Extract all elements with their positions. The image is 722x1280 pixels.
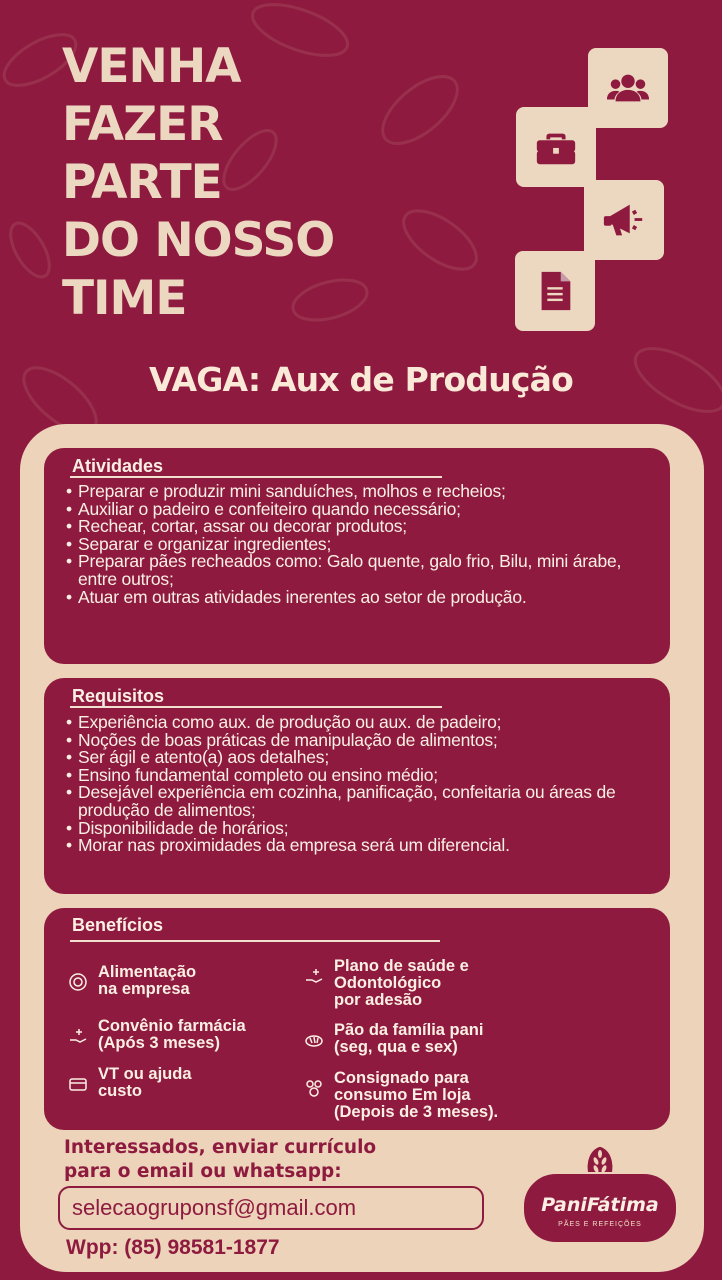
headline-line: FAZER (62, 97, 223, 152)
logo-subtitle: PÃES E REFEIÇÕES (558, 1221, 642, 1228)
people-tile (588, 48, 668, 128)
benefit-item (68, 1018, 246, 1052)
briefcase-tile (516, 107, 596, 187)
people-icon (605, 65, 651, 111)
list-item: • Rechear, cortar, assar ou decorar produtos; (66, 518, 654, 536)
benefit-label: Plano de saúde e Odontológico por adesão (334, 957, 469, 1009)
benefit-label: Alimentação na empresa (98, 963, 197, 998)
atividades-title: Atividades (72, 456, 164, 476)
requisitos-card (44, 678, 670, 894)
headline (62, 38, 334, 328)
benefit-label: Consignado para consumo Em loja (Depois de 3 meses). (334, 1069, 499, 1121)
briefcase-icon (533, 124, 579, 170)
benefit-item (304, 958, 469, 1009)
list-item: • Experiência como aux. de produção ou aux. de padeiro; (66, 714, 654, 732)
list-item: • Desejável experiência em cozinha, panificação, confeitaria ou áreas de produção de alimentos; (66, 784, 654, 819)
transport-card-icon (68, 1074, 88, 1094)
document-tile (515, 251, 595, 331)
headline-line: TIME (62, 271, 187, 326)
food-icon (68, 972, 88, 992)
requisitos-title: Requisitos (72, 686, 165, 706)
list-item: • Disponibilidade de horários; (66, 820, 654, 838)
list-item: • Auxiliar o padeiro e confeiteiro quando necessário; (66, 501, 654, 519)
list-item: • Ensino fundamental completo ou ensino médio; (66, 767, 654, 785)
list-item: • Morar nas proximidades da empresa será um diferencial. (66, 837, 654, 855)
benefit-item (304, 1070, 498, 1121)
panifatima-logo (518, 1144, 682, 1250)
atividades-divider (70, 476, 442, 478)
atividades-list (66, 483, 654, 606)
bread-icon (304, 1030, 324, 1050)
headline-line: PARTE (62, 155, 222, 210)
health-hand-icon (304, 966, 324, 986)
job-title: VAGA: Aux de Produção (148, 360, 573, 399)
logo-name: PaniFátima (541, 1194, 659, 1216)
consigned-icon (304, 1078, 324, 1098)
benefit-label: Convênio farmácia (Após 3 meses) (98, 1017, 246, 1052)
beneficios-divider (70, 940, 440, 942)
whatsapp-number[interactable]: Wpp: (85) 98581-1877 (66, 1236, 280, 1259)
beneficios-title: Benefícios (72, 915, 164, 935)
list-item: • Preparar e produzir mini sanduíches, molhos e recheios; (66, 483, 654, 501)
list-item: • Ser ágil e atento(a) aos detalhes; (66, 749, 654, 767)
list-item: • Atuar em outras atividades inerentes ao setor de produção. (66, 589, 654, 607)
pharmacy-hand-icon (68, 1026, 88, 1046)
email-link[interactable]: selecaogruponsf@gmail.com (58, 1186, 484, 1230)
benefit-item (68, 964, 196, 998)
benefit-label: Pão da família pani (seg, qua e sex) (334, 1021, 484, 1056)
requisitos-list (66, 714, 654, 855)
call-to-action: Interessados, enviar currículo para o email ou whatsapp: (64, 1137, 377, 1182)
document-icon (532, 268, 578, 314)
headline-line: VENHA (62, 39, 241, 94)
benefit-label: VT ou ajuda custo (98, 1065, 192, 1100)
beneficios-card (44, 908, 670, 1130)
benefit-item (304, 1022, 483, 1056)
headline-line: DO NOSSO (62, 213, 335, 268)
megaphone-icon (601, 197, 647, 243)
megaphone-tile (584, 180, 664, 260)
requisitos-divider (70, 706, 442, 708)
list-item: • Noções de boas práticas de manipulação de alimentos; (66, 732, 654, 750)
list-item: • Preparar pães recheados como: Galo quente, galo frio, Bilu, mini árabe, entre outros; (66, 553, 654, 588)
benefit-item (68, 1066, 192, 1100)
atividades-card (44, 448, 670, 664)
list-item: • Separar e organizar ingredientes; (66, 536, 654, 554)
